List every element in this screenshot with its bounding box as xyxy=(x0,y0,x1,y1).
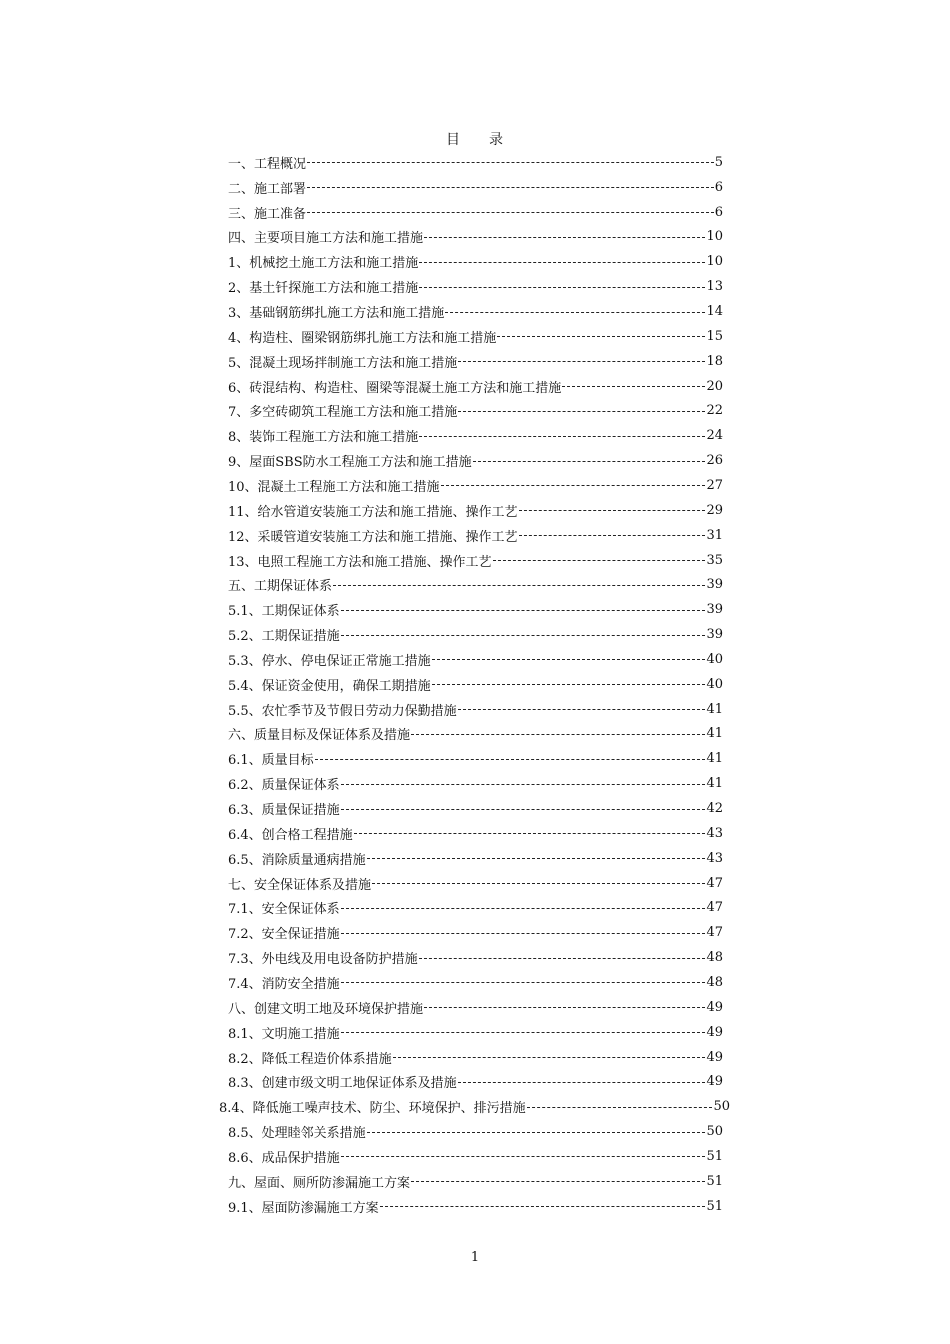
toc-entry xyxy=(228,722,723,747)
toc-entry-label: 5.5、农忙季节及节假日劳动力保勤措施 xyxy=(228,703,457,719)
toc-leader-dashes xyxy=(341,908,706,910)
toc-entry-label: 7.2、安全保证措施 xyxy=(228,927,340,943)
toc-entry xyxy=(228,920,723,945)
toc-entry-page: 41 xyxy=(706,751,723,767)
toc-leader-dashes xyxy=(424,237,705,239)
toc-leader-dashes xyxy=(419,958,706,960)
toc-entry xyxy=(228,448,723,473)
toc-entry xyxy=(228,846,723,871)
toc-entry xyxy=(228,498,723,523)
toc-entry xyxy=(228,473,723,498)
toc-entry xyxy=(228,249,723,274)
page-number: 1 xyxy=(470,1250,480,1265)
toc-entry-label: 8.2、降低工程造价体系措施 xyxy=(228,1051,392,1067)
toc-entry xyxy=(228,896,723,921)
toc-title xyxy=(0,129,950,149)
toc-entry-label: 6.1、质量目标 xyxy=(228,753,314,769)
toc-entry-label: 8.5、处理睦邻关系措施 xyxy=(228,1126,366,1142)
toc-leader-dashes xyxy=(419,287,705,289)
toc-entry-label: 5、混凝土现场拌制施工方法和施工措施 xyxy=(228,355,458,371)
toc-leader-dashes xyxy=(367,858,706,860)
toc-entry-label: 一、工程概况 xyxy=(228,156,307,172)
toc-entry xyxy=(228,175,723,200)
toc-entry-page: 10 xyxy=(706,254,723,270)
toc-entry xyxy=(228,1119,723,1144)
toc-entry xyxy=(228,995,723,1020)
toc-leader-dashes xyxy=(441,485,706,487)
toc-entry-label: 5.4、保证资金使用，确保工期措施 xyxy=(228,678,431,694)
toc-entry-label: 九、屋面、厕所防渗漏施工方案 xyxy=(228,1175,411,1191)
toc-leader-dashes xyxy=(372,883,705,885)
toc-leader-dashes xyxy=(411,734,705,736)
toc-entry-label: 五、工期保证体系 xyxy=(228,579,333,595)
toc-entry-page: 51 xyxy=(706,1148,723,1164)
toc-entry-label: 12、采暖管道安装施工方法和施工措施、操作工艺 xyxy=(228,529,518,545)
toc-entry-label: 3、基础钢筋绑扎施工方法和施工措施 xyxy=(228,306,445,322)
toc-leader-dashes xyxy=(380,1206,706,1208)
toc-entry-page: 49 xyxy=(706,1049,723,1065)
toc-entry-label: 9.1、屋面防渗漏施工方案 xyxy=(228,1200,379,1216)
toc-entry-page: 31 xyxy=(706,527,723,543)
toc-entry xyxy=(228,150,723,175)
toc-entry-page: 49 xyxy=(706,1024,723,1040)
toc-entry xyxy=(228,796,723,821)
toc-entry xyxy=(228,871,723,896)
toc-entry-page: 6 xyxy=(714,179,723,195)
toc-leader-dashes xyxy=(473,461,706,463)
toc-entry-label: 8.6、成品保护措施 xyxy=(228,1150,340,1166)
toc-entry xyxy=(228,672,723,697)
toc-leader-dashes xyxy=(527,1107,713,1109)
toc-entry-page: 18 xyxy=(706,353,723,369)
toc-entry xyxy=(228,374,723,399)
toc-entry-page: 48 xyxy=(706,950,723,966)
toc-leader-dashes xyxy=(458,411,705,413)
toc-leader-dashes xyxy=(341,809,706,811)
toc-entry xyxy=(228,423,723,448)
toc-leader-dashes xyxy=(458,709,706,711)
toc-entry-label: 七、安全保证体系及措施 xyxy=(228,877,372,893)
toc-leader-dashes xyxy=(341,982,706,984)
toc-leader-dashes xyxy=(519,535,706,537)
toc-entry-page: 26 xyxy=(706,453,723,469)
toc-entry-page: 50 xyxy=(706,1124,723,1140)
toc-entry-page: 24 xyxy=(706,428,723,444)
toc-entry xyxy=(228,349,723,374)
toc-entry-label: 5.2、工期保证措施 xyxy=(228,629,340,645)
toc-entry xyxy=(228,945,723,970)
toc-leader-dashes xyxy=(315,759,706,761)
toc-entry-page: 6 xyxy=(714,204,723,220)
toc-entry-label: 5.1、工期保证体系 xyxy=(228,604,340,620)
toc-entry-page: 43 xyxy=(706,850,723,866)
toc-leader-dashes xyxy=(341,1156,706,1158)
toc-leader-dashes xyxy=(458,361,705,363)
toc-leader-dashes xyxy=(307,212,714,214)
toc-entry xyxy=(228,200,723,225)
toc-entry-label: 8.4、降低施工噪声技术、防尘、环境保护、排污措施 xyxy=(219,1101,526,1117)
toc-entry-label: 8、装饰工程施工方法和施工措施 xyxy=(228,430,419,446)
toc-entry-page: 39 xyxy=(706,577,723,593)
toc-entry xyxy=(228,1069,723,1094)
toc-leader-dashes xyxy=(432,684,706,686)
toc-entry xyxy=(228,399,723,424)
toc-entry xyxy=(228,523,723,548)
toc-entry-page: 42 xyxy=(706,801,723,817)
toc-leader-dashes xyxy=(341,610,706,612)
toc-entry-label: 6.5、消除质量通病措施 xyxy=(228,852,366,868)
toc-entry-page: 50 xyxy=(713,1099,730,1115)
toc-entry-label: 7.3、外电线及用电设备防护措施 xyxy=(228,952,418,968)
toc-entry-page: 15 xyxy=(706,328,723,344)
toc-entry xyxy=(228,970,723,995)
toc-leader-dashes xyxy=(445,312,705,314)
toc-entry-label: 6.3、质量保证措施 xyxy=(228,803,340,819)
toc-leader-dashes xyxy=(419,262,705,264)
toc-entry xyxy=(228,697,723,722)
toc-leader-dashes xyxy=(341,933,706,935)
toc-entry xyxy=(219,1094,730,1119)
toc-entry-label: 6.4、创合格工程措施 xyxy=(228,827,353,843)
toc-entry-page: 5 xyxy=(714,154,723,170)
toc-leader-dashes xyxy=(354,833,706,835)
toc-leader-dashes xyxy=(307,162,714,164)
toc-leader-dashes xyxy=(341,784,706,786)
toc-entry-page: 29 xyxy=(706,502,723,518)
toc-entry-page: 49 xyxy=(706,1074,723,1090)
toc-entry-label: 9、屋面SBS防水工程施工方法和施工措施 xyxy=(228,455,472,471)
toc-leader-dashes xyxy=(424,1007,705,1009)
toc-entry xyxy=(228,771,723,796)
toc-entry-page: 35 xyxy=(706,552,723,568)
toc-title-right: 录 xyxy=(489,132,504,148)
toc-leader-dashes xyxy=(497,336,705,338)
toc-leader-dashes xyxy=(341,1032,706,1034)
toc-entry-page: 47 xyxy=(706,875,723,891)
toc-entry-label: 六、质量目标及保证体系及措施 xyxy=(228,728,411,744)
toc-entry-page: 48 xyxy=(706,974,723,990)
toc-title-left: 目 xyxy=(446,132,461,148)
toc-entry-label: 10、混凝土工程施工方法和施工措施 xyxy=(228,479,440,495)
toc-entry-label: 6.2、质量保证体系 xyxy=(228,778,340,794)
toc-entry-label: 三、施工准备 xyxy=(228,206,307,222)
toc-entry-label: 二、施工部署 xyxy=(228,181,307,197)
toc-entry-label: 11、给水管道安装施工方法和施工措施、操作工艺 xyxy=(228,504,518,520)
toc-entry xyxy=(228,572,723,597)
toc-entry-label: 13、电照工程施工方法和施工措施、操作工艺 xyxy=(228,554,492,570)
toc-leader-dashes xyxy=(519,510,706,512)
toc-entry-page: 14 xyxy=(706,304,723,320)
toc-entry-label: 4、构造柱、圈梁钢筋绑扎施工方法和施工措施 xyxy=(228,330,497,346)
toc-entry xyxy=(228,1169,723,1194)
toc-entry xyxy=(228,1020,723,1045)
toc-entry-page: 22 xyxy=(706,403,723,419)
toc-leader-dashes xyxy=(432,659,706,661)
toc-entry-page: 40 xyxy=(706,651,723,667)
toc-entry xyxy=(228,746,723,771)
toc-leader-dashes xyxy=(419,436,705,438)
toc-entry-label: 2、基土钎探施工方法和施工措施 xyxy=(228,281,419,297)
toc-leader-dashes xyxy=(341,635,706,637)
toc-entry xyxy=(228,1144,723,1169)
toc-entry-page: 10 xyxy=(706,229,723,245)
toc-entry-page: 27 xyxy=(706,477,723,493)
toc-leader-dashes xyxy=(393,1057,706,1059)
toc-entry xyxy=(228,821,723,846)
toc-entry-page: 41 xyxy=(706,701,723,717)
toc-leader-dashes xyxy=(367,1132,706,1134)
toc-entry-page: 47 xyxy=(706,900,723,916)
toc-leader-dashes xyxy=(562,386,705,388)
toc-entry-label: 8.1、文明施工措施 xyxy=(228,1026,340,1042)
toc-entry-page: 41 xyxy=(706,776,723,792)
toc-entry xyxy=(228,597,723,622)
toc-entry-page: 40 xyxy=(706,676,723,692)
toc-entry-label: 6、砖混结构、构造柱、圈梁等混凝土施工方法和施工措施 xyxy=(228,380,562,396)
toc-entry-page: 51 xyxy=(706,1198,723,1214)
toc-leader-dashes xyxy=(411,1181,705,1183)
toc-entry-page: 39 xyxy=(706,627,723,643)
toc-entry xyxy=(228,274,723,299)
toc-entry-page: 20 xyxy=(706,378,723,394)
toc-entry-label: 8.3、创建市级文明工地保证体系及措施 xyxy=(228,1076,457,1092)
toc-entry-label: 7、多空砖砌筑工程施工方法和施工措施 xyxy=(228,405,458,421)
toc-entry-label: 7.4、消防安全措施 xyxy=(228,976,340,992)
toc-leader-dashes xyxy=(333,585,705,587)
toc-entry-page: 51 xyxy=(706,1173,723,1189)
toc-entry-label: 八、创建文明工地及环境保护措施 xyxy=(228,1001,424,1017)
toc-entry-page: 47 xyxy=(706,925,723,941)
toc-entry xyxy=(228,299,723,324)
toc-entry xyxy=(228,647,723,672)
toc-entry-page: 43 xyxy=(706,825,723,841)
toc-entry-page: 49 xyxy=(706,999,723,1015)
toc-entry-label: 1、机械挖土施工方法和施工措施 xyxy=(228,256,419,272)
toc-entry-label: 四、主要项目施工方法和施工措施 xyxy=(228,231,424,247)
toc-entry xyxy=(228,1045,723,1070)
toc-entry xyxy=(228,324,723,349)
toc-entry xyxy=(228,622,723,647)
toc-entry-page: 41 xyxy=(706,726,723,742)
toc-entry xyxy=(228,1194,723,1219)
toc-entry-label: 5.3、停水、停电保证正常施工措施 xyxy=(228,653,431,669)
toc-leader-dashes xyxy=(307,187,714,189)
toc-leader-dashes xyxy=(458,1082,706,1084)
toc-entry-page: 13 xyxy=(706,279,723,295)
toc-entry-label: 7.1、安全保证体系 xyxy=(228,902,340,918)
toc-entry-page: 39 xyxy=(706,602,723,618)
toc-leader-dashes xyxy=(493,560,706,562)
toc-entry xyxy=(228,548,723,573)
toc-entry xyxy=(228,225,723,250)
